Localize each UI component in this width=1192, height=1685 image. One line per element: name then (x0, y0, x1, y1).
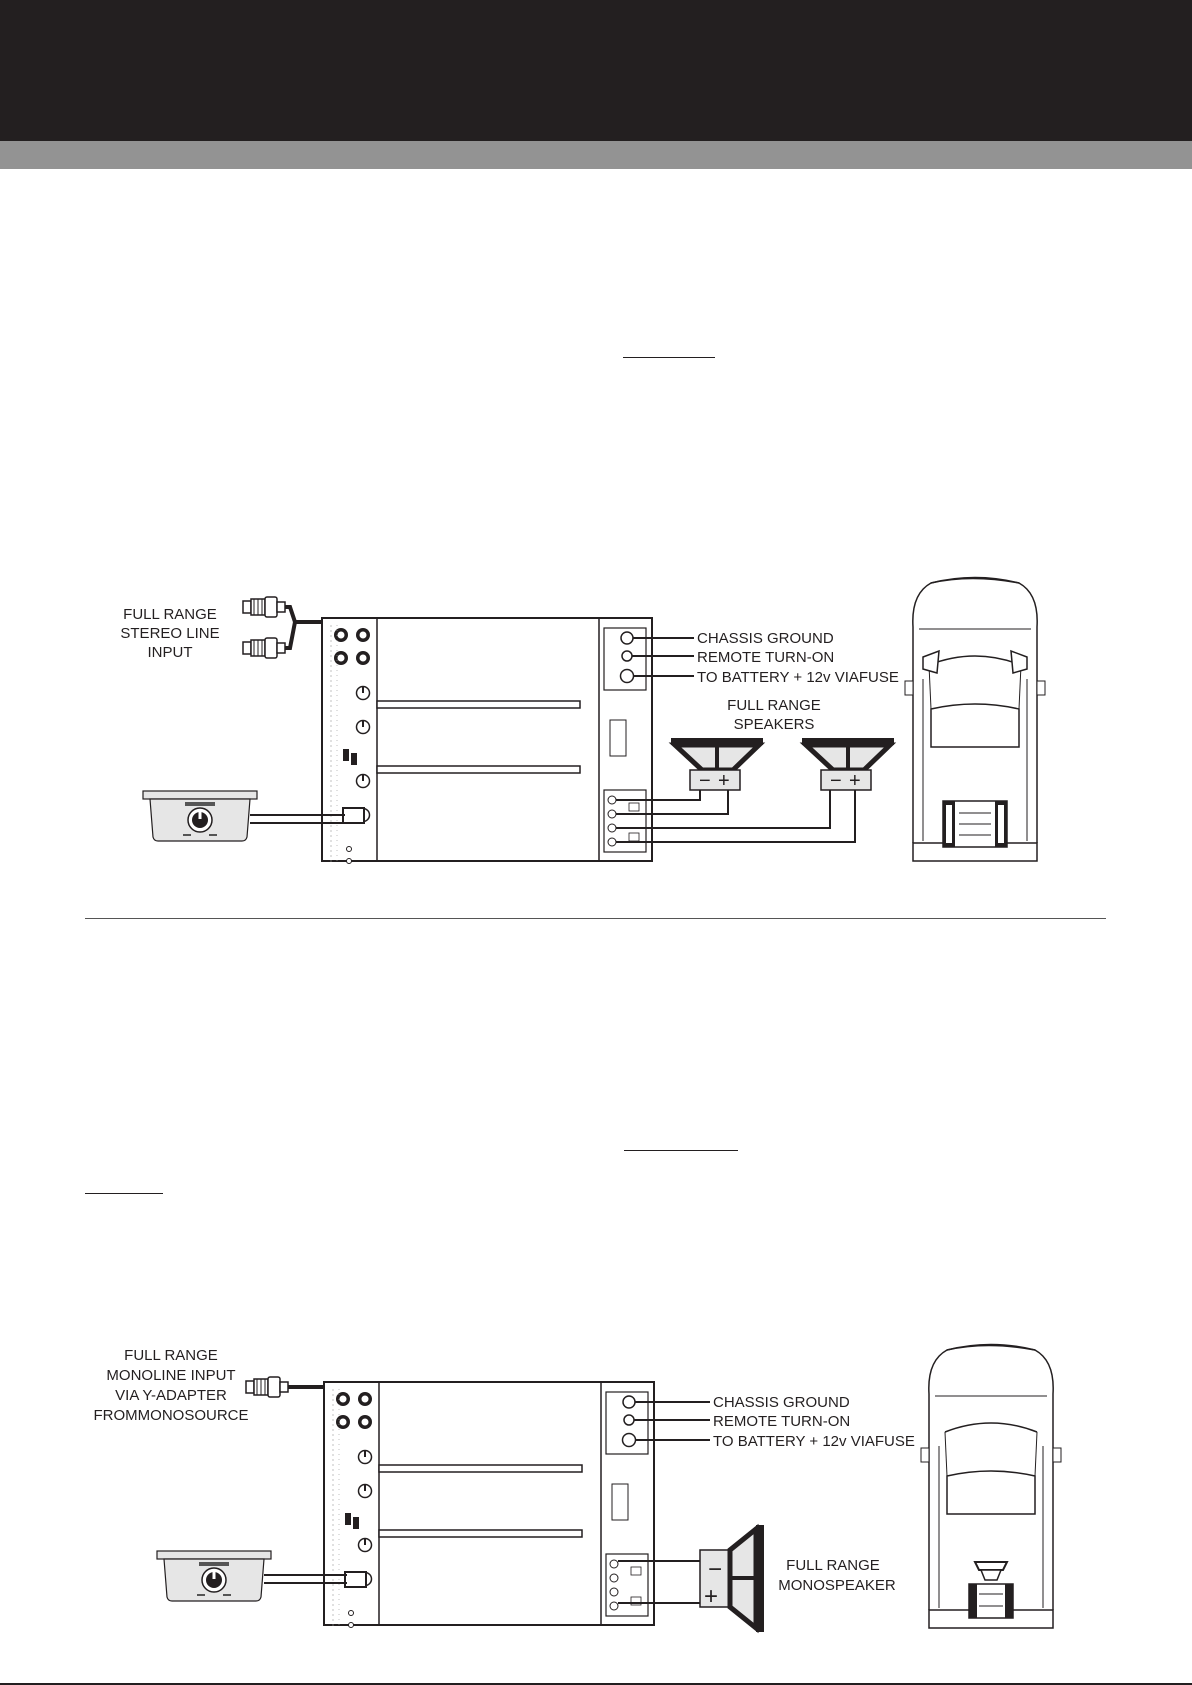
amplifier-1 (322, 618, 652, 865)
input-label-line: VIA Y-ADAPTER (115, 1387, 227, 1404)
speaker-left-icon (671, 738, 763, 792)
input-label-line: MONOLINE INPUT (106, 1367, 236, 1384)
input-label-line: FULL RANGE (123, 606, 217, 623)
remote-turn-on-label: REMOTE TURN-ON (713, 1413, 851, 1430)
minus-sign: − (830, 770, 842, 792)
minus-sign: − (699, 770, 711, 792)
speakers-label-line: FULL RANGE (727, 697, 821, 714)
rca-plug-icon (243, 597, 285, 617)
battery-label: TO BATTERY + 12v VIAFUSE (697, 669, 899, 686)
input-label-line: FROMMONOSOURCE (93, 1407, 249, 1424)
chassis-ground-label: CHASSIS GROUND (713, 1394, 850, 1411)
speakers-label-line: SPEAKERS (733, 716, 815, 733)
vehicle-topview-icon (905, 578, 1045, 862)
plus-sign: + (704, 1583, 719, 1610)
chassis-ground-label: CHASSIS GROUND (697, 630, 834, 647)
speaker-label-line: MONOSPEAKER (778, 1577, 896, 1594)
vehicle-topview-icon (921, 1345, 1061, 1629)
rca-plug-icon (243, 638, 285, 658)
speaker-right-icon (802, 738, 894, 792)
input-label-line: STEREO LINE (120, 625, 220, 642)
diagram-1-stereo (120, 578, 1045, 866)
input-label-line: INPUT (147, 644, 193, 661)
battery-label: TO BATTERY + 12v VIAFUSE (713, 1433, 915, 1450)
minus-sign: − (708, 1556, 723, 1583)
diagram-2-mono (94, 1345, 1062, 1633)
remote-turn-on-label: REMOTE TURN-ON (697, 649, 835, 666)
bass-remote-icon (157, 1551, 271, 1601)
amplifier-2 (324, 1382, 654, 1629)
speaker-label-line: FULL RANGE (786, 1557, 880, 1574)
bass-remote-icon (143, 791, 257, 841)
input-label-line: FULL RANGE (124, 1347, 218, 1364)
mono-speaker-icon (700, 1525, 764, 1632)
plus-sign: + (718, 770, 730, 792)
plus-sign: + (849, 770, 861, 792)
rca-plug-icon (246, 1377, 288, 1397)
